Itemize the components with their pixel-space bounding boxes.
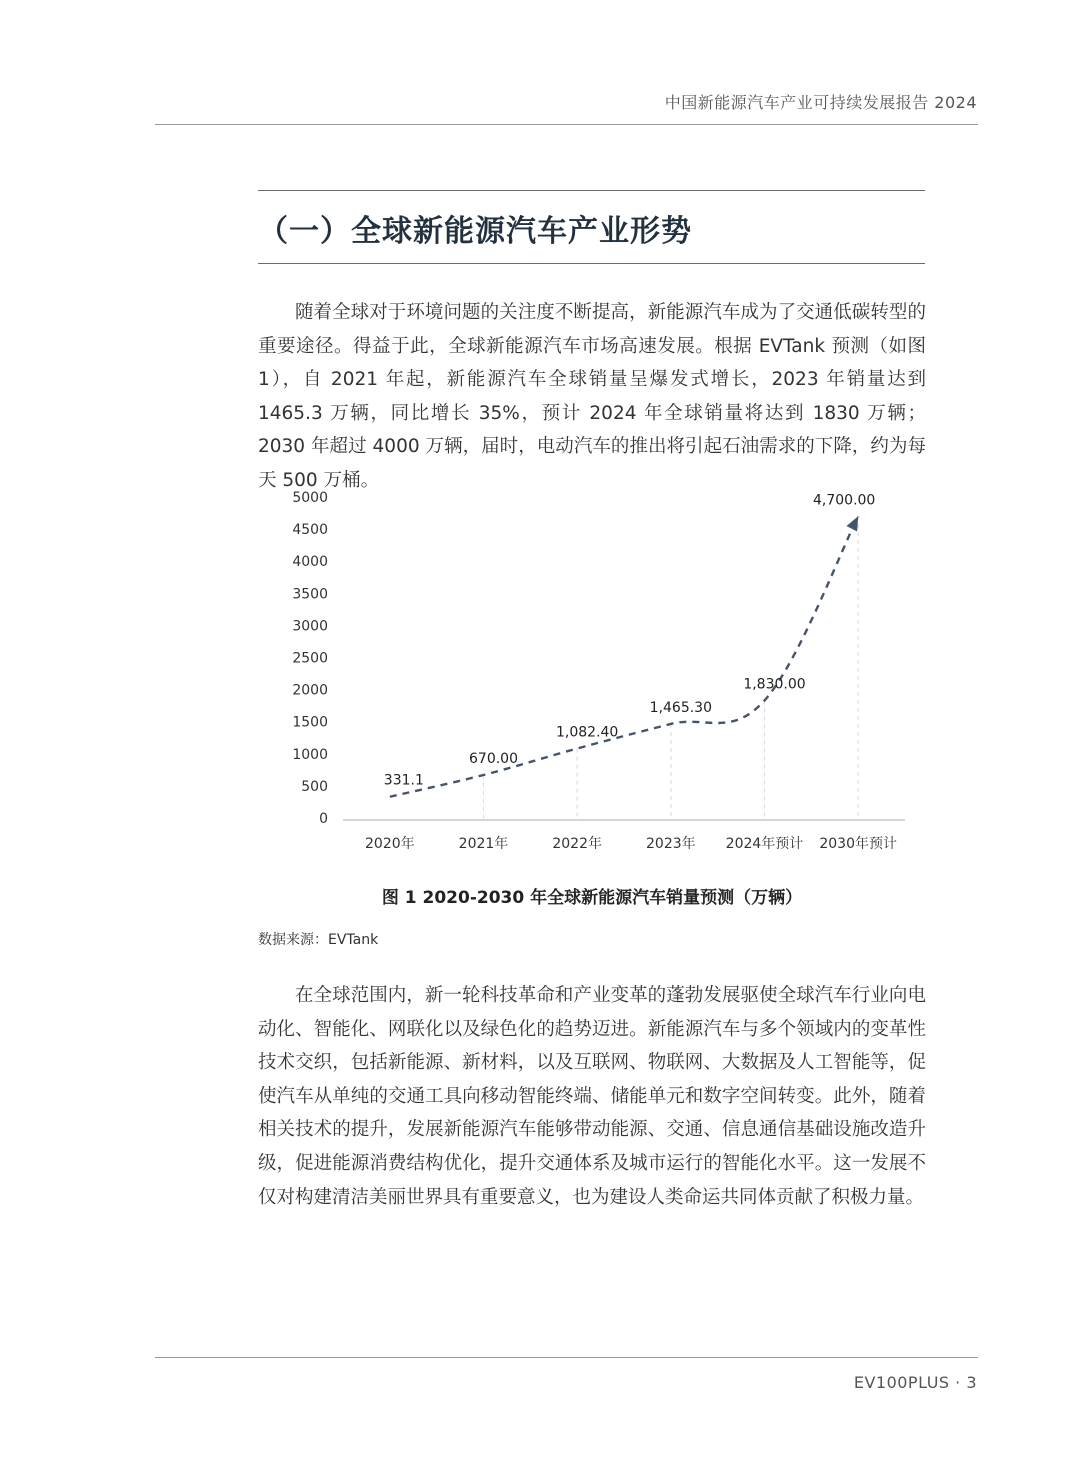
y-tick-label: 1500 [292,714,328,731]
drop-lines [484,516,859,818]
x-tick-label: 2023年 [646,836,696,852]
y-tick-label: 4000 [292,554,328,571]
y-tick-label: 0 [319,811,328,827]
x-tick-label: 2022年 [552,836,602,852]
data-label: 1,082.40 [555,724,619,741]
figure-caption: 图 1 2020-2030 年全球新能源汽车销量预测（万辆） [381,888,803,908]
page-footer: EV100PLUS · 3 [853,1373,977,1392]
data-label: 1,830.00 [743,676,806,693]
x-tick-label: 2020年 [365,836,415,852]
data-label: 4,700.00 [812,492,876,509]
sales-forecast-chart [280,480,920,870]
y-tick-label: 1000 [292,746,328,763]
section-title: （一）全球新能源汽车产业形势 [258,214,692,249]
y-tick-label: 500 [301,778,328,795]
data-label: 1,465.30 [649,699,713,716]
y-tick-label: 3500 [292,586,328,603]
arrow-head [846,516,858,531]
section-bottom-rule [258,263,925,264]
series-line [390,516,858,796]
y-tick-label: 4500 [292,522,328,539]
paragraph-intro: 随着全球对于环境问题的关注度不断提高，新能源汽车成为了交通低碳转型的重要途径。得益于此，全球新能源汽车市场高速发展。根据 EVTank 预测（如图 1），自 2021 年起，新能源汽车全球销量呈爆发式增长，2023 年销量达到 1465.3 万辆，同比增长 35%，预计 2024 年全球销量将达到 1830 万辆；2030 年超过 4000 万辆，届时，电动汽车的推出将引起石油需求的下降，约为每天 500 万桶。 [258,302,926,491]
footer-divider [155,1357,978,1358]
running-header: 中国新能源汽车产业可持续发展报告 2024 [664,93,977,112]
y-tick-label: 5000 [292,490,328,506]
y-axis [292,490,328,827]
x-tick-label: 2024年预计 [725,836,804,852]
x-tick-label: 2030年预计 [819,836,897,852]
header-divider [155,124,978,125]
data-source: 数据来源：EVTank [258,932,379,948]
y-tick-label: 3000 [292,618,328,635]
y-tick-label: 2500 [292,650,328,667]
section-top-rule [258,190,925,191]
data-label: 331.1 [383,772,424,789]
paragraph-global: 在全球范围内，新一轮科技革命和产业变革的蓬勃发展驱使全球汽车行业向电动化、智能化、网联化以及绿色化的趋势迈进。新能源汽车与多个领域内的变革性技术交织，包括新能源、新材料，以及互联网、物联网、大数据及人工智能等，促使汽车从单纯的交通工具向移动智能终端、储能单元和数字空间转变。此外，随着相关技术的提升，发展新能源汽车能够带动能源、交通、信息通信基础设施改造升级，促进能源消费结构优化，提升交通体系及城市运行的智能化水平。这一发展不仅对构建清洁美丽世界具有重要意义，也为建设人类命运共同体贡献了积极力量。 [258,985,926,1208]
data-label: 670.00 [469,750,518,767]
x-tick-label: 2021年 [458,836,509,852]
y-tick-label: 2000 [292,682,328,699]
x-axis [365,835,897,852]
